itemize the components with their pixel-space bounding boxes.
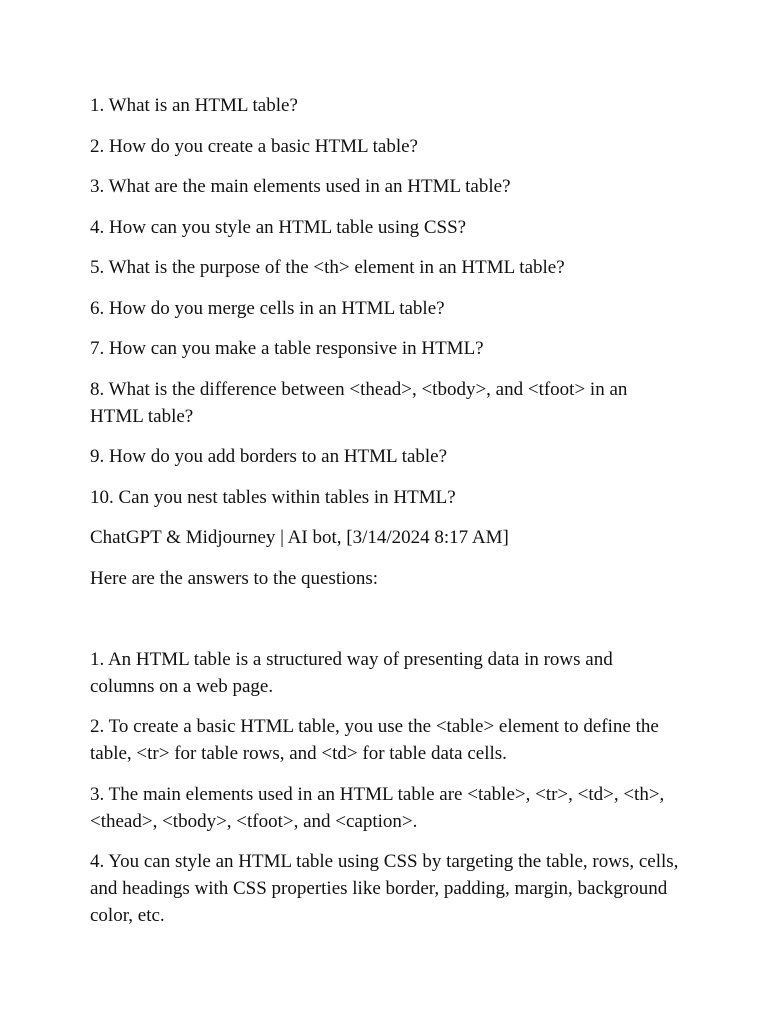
answer-1: 1. An HTML table is a structured way of presenting data in rows and columns on a web page. — [90, 648, 613, 697]
blank-line — [90, 605, 680, 632]
question-9: 9. How do you add borders to an HTML table? — [90, 446, 448, 467]
question-8: 8. What is the difference between <thead>, <tbody>, and <tfoot> in an HTML table? — [90, 378, 628, 427]
answer-3: 3. The main elements used in an HTML table are <table>, <tr>, <td>, <th>, <thead>, <tbody>, <tfoot>, and <caption>. — [90, 783, 665, 832]
answer-4: 4. You can style an HTML table using CSS by targeting the table, rows, cells, and headings with CSS properties like border, padding, margin, background color, etc. — [90, 851, 679, 926]
question-5: 5. What is the purpose of the <th> element in an HTML table? — [90, 257, 565, 278]
document-body — [90, 92, 680, 943]
answers-intro: Here are the answers to the questions: — [90, 567, 379, 589]
question-6: 6. How do you merge cells in an HTML table? — [90, 297, 445, 319]
message-attribution: ChatGPT & Midjourney | AI bot, [3/14/2024 8:17 AM] — [90, 527, 509, 548]
question-4: 4. How can you style an HTML table using CSS? — [90, 216, 467, 238]
question-2: 2. How do you create a basic HTML table? — [90, 135, 418, 157]
question-1: 1. What is an HTML table? — [90, 95, 298, 116]
question-3: 3. What are the main elements used in an HTML table? — [90, 176, 511, 197]
answer-2: 2. To create a basic HTML table, you use the <table> element to define the table, <tr> for table rows, and <td> for table data cells. — [90, 716, 659, 764]
question-7: 7. How can you make a table responsive in HTML? — [90, 338, 484, 359]
question-10: 10. Can you nest tables within tables in HTML? — [90, 486, 456, 508]
